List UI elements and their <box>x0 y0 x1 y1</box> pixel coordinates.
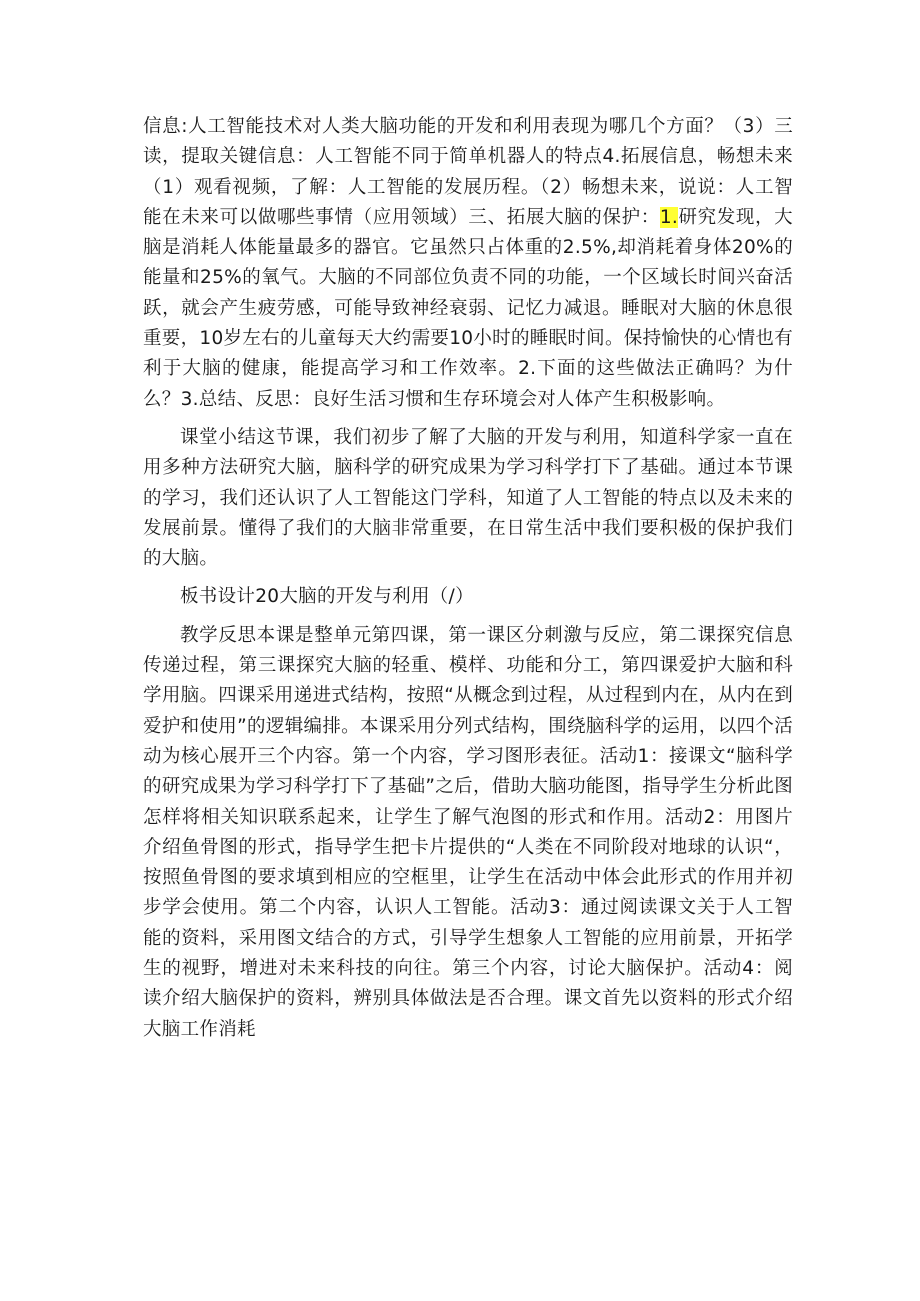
highlighted-text: 1. <box>659 206 679 228</box>
document-body <box>143 112 793 1053</box>
paragraph-class-summary: 课堂小结这节课，我们初步了解了大脑的开发与利用，知道科学家一直在用多种方法研究大脑，脑科学的研究成果为学习科学打下了基础。通过本节课的学习，我们还认识了人工智能这门学科，知道了人工智能的特点以及未来的发展前景。懂得了我们的大脑非常重要，在日常生活中我们要积极的保护我们的大脑。 <box>143 426 793 570</box>
paragraph-text-after-highlight: 研究发现，大脑是消耗人体能量最多的器官。它虽然只占体重的2.5%,却消耗着身体20%的能量和25%的氧气。大脑的不同部位负责不同的功能，一个区域长时间兴奋活跃，就会产生疲劳感，可能导致神经衰弱、记忆力减退。睡眠对大脑的休息很重要，10岁左右的儿童每天大约需要10小时的睡眠时间。保持愉快的心情也有利于大脑的健康，能提高学习和工作效率。2.下面的这些做法正确吗？为什么？3.总结、反思：良好生活习惯和生存环境会对人体产生积极影响。 <box>143 206 793 410</box>
paragraph-text-before-highlight: 信息:人工智能技术对人类大脑功能的开发和利用表现为哪几个方面？（3）三读，提取关键信息：人工智能不同于简单机器人的特点4.拓展信息，畅想未来（1）观看视频，了解：人工智能的发展历程。（2）畅想未来，说说：人工智能在未来可以做哪些事情（应用领域）三、拓展大脑的保护： <box>143 116 793 228</box>
paragraph-teaching-reflection: 教学反思本课是整单元第四课，第一课区分刺激与反应，第二课探究信息传递过程，第三课探究大脑的轻重、模样、功能和分工，第四课爱护大脑和科学用脑。四课采用递进式结构，按照“从概念到过程，从过程到内在，从内在到爱护和使用”的逻辑编排。本课采用分列式结构，围绕脑科学的运用，以四个活动为核心展开三个内容。第一个内容，学习图形表征。活动1：接课文“脑科学的研究成果为学习科学打下了基础”之后，借助大脑功能图，指导学生分析此图怎样将相关知识联系起来，让学生了解气泡图的形式和作用。活动2：用图片介绍鱼骨图的形式，指导学生把卡片提供的“人类在不同阶段对地球的认识“，按照鱼骨图的要求填到相应的空框里，让学生在活动中体会此形式的作用并初步学会使用。第二个内容，认识人工智能。活动3：通过阅读课文关于人工智能的资料，采用图文结合的方式，引导学生想象人工智能的应用前景，开拓学生的视野，增进对未来科技的向往。第三个内容，讨论大脑保护。活动4：阅读介绍大脑保护的资料，辨别具体做法是否合理。课文首先以资料的形式介绍大脑工作消耗 <box>143 624 793 1040</box>
paragraph-ai-and-brain-protection <box>143 112 793 415</box>
paragraph-board-design: 板书设计20大脑的开发与利用（/） <box>180 586 474 608</box>
